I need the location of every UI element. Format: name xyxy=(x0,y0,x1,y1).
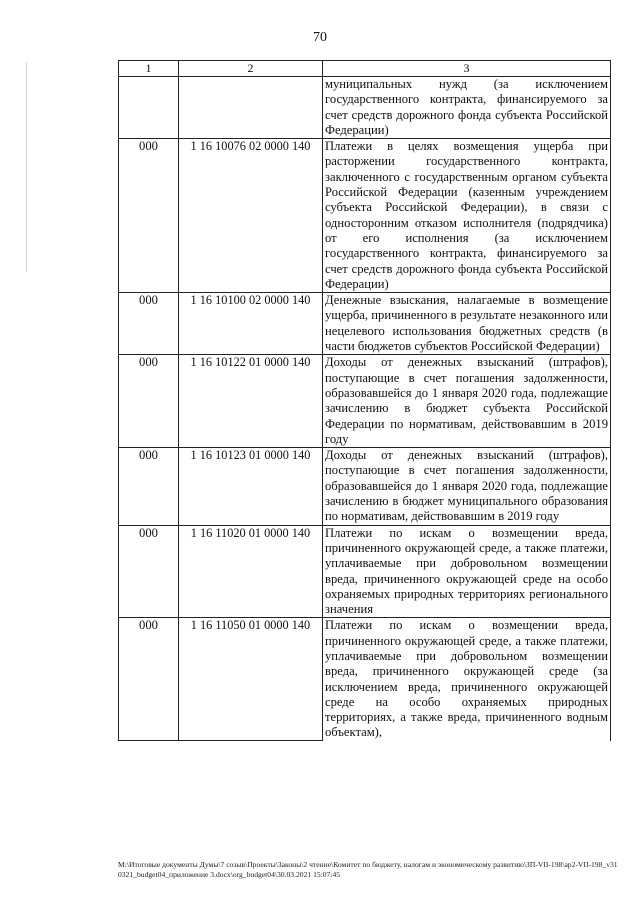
admin-code-cell: 000 xyxy=(119,293,179,355)
description-cell: Платежи по искам о возмещении вреда, причиненного окружающей среде, а также платежи, уплачиваемые при добровольном возмещении вреда, причиненного окружающей среде (за исключением вреда, причиненного окружающей среде на особо охраняемых природных территориях, а также вреда, причиненного водным объектам), xyxy=(323,618,611,741)
description-cell: Доходы от денежных взысканий (штрафов), поступающие в счет погашения задолженности, образовавшейся до 1 января 2020 года, подлежащие зачислению в бюджет субъекта Российской Федерации по нормативам, действовавшим в 2019 году xyxy=(323,355,611,448)
admin-code-cell xyxy=(119,77,179,139)
kbk-cell: 1 16 10122 01 0000 140 xyxy=(179,355,323,448)
description-cell: Платежи в целях возмещения ущерба при расторжении государственного контракта, заключенного с государственным органом субъекта Российской Федерации (казенным учреждением субъекта Российской Федерации), в связи с односторонним отказом исполнителя (подрядчика) от его исполнения (за исключением государственного контракта, финансируемого за счет средств дорожного фонда субъекта Российской Федерации) xyxy=(323,139,611,293)
table-row xyxy=(119,525,611,618)
table-row xyxy=(119,293,611,355)
table-row-continuation xyxy=(119,77,611,139)
description-cell: Доходы от денежных взысканий (штрафов), поступающие в счет погашения задолженности, образовавшейся до 1 января 2020 года, подлежащие зачислению в бюджет муниципального образования по нормативам, действовавшим в 2019 году xyxy=(323,448,611,525)
column-header-1: 1 xyxy=(119,61,179,77)
kbk-cell xyxy=(179,77,323,139)
kbk-cell: 1 16 10100 02 0000 140 xyxy=(179,293,323,355)
admin-code-cell: 000 xyxy=(119,525,179,618)
file-path-footer: М:\Итоговые документы Думы\7 созыв\Проекты\Законы\2 чтение\Комитет по бюджету, налогам и экономическому развитию\ЗП-VII-198\ар2-VII-198_v310321_budget04_приложение 3.docx\org_budget04\30.03.2021 15:07:45 xyxy=(118,860,618,879)
description-cell: Денежные взыскания, налагаемые в возмещение ущерба, причиненного в результате незаконного или нецелевого использования бюджетных средств (в части бюджетов субъектов Российской Федерации) xyxy=(323,293,611,355)
table-row xyxy=(119,355,611,448)
table-row xyxy=(119,448,611,525)
admin-code-cell: 000 xyxy=(119,618,179,741)
kbk-cell: 1 16 10123 01 0000 140 xyxy=(179,448,323,525)
table-row xyxy=(119,618,611,741)
column-header-2: 2 xyxy=(179,61,323,77)
table-row xyxy=(119,139,611,293)
table-header-row xyxy=(119,61,611,77)
kbk-cell: 1 16 11020 01 0000 140 xyxy=(179,525,323,618)
kbk-cell: 1 16 11050 01 0000 140 xyxy=(179,618,323,741)
description-cell: муниципальных нужд (за исключением государственного контракта, финансируемого за счет средств дорожного фонда субъекта Российской Федерации) xyxy=(323,77,611,139)
column-header-3: 3 xyxy=(323,61,611,77)
admin-code-cell: 000 xyxy=(119,139,179,293)
admin-code-cell: 000 xyxy=(119,448,179,525)
admin-code-cell: 000 xyxy=(119,355,179,448)
kbk-cell: 1 16 10076 02 0000 140 xyxy=(179,139,323,293)
scan-margin-line xyxy=(26,62,27,272)
page-number: 70 xyxy=(313,30,327,45)
description-cell: Платежи по искам о возмещении вреда, причиненного окружающей среде, а также платежи, уплачиваемые при добровольном возмещении вреда, причиненного окружающей среде на особо охраняемых природных территориях регионального значения xyxy=(323,525,611,618)
revenue-codes-table xyxy=(118,60,611,741)
